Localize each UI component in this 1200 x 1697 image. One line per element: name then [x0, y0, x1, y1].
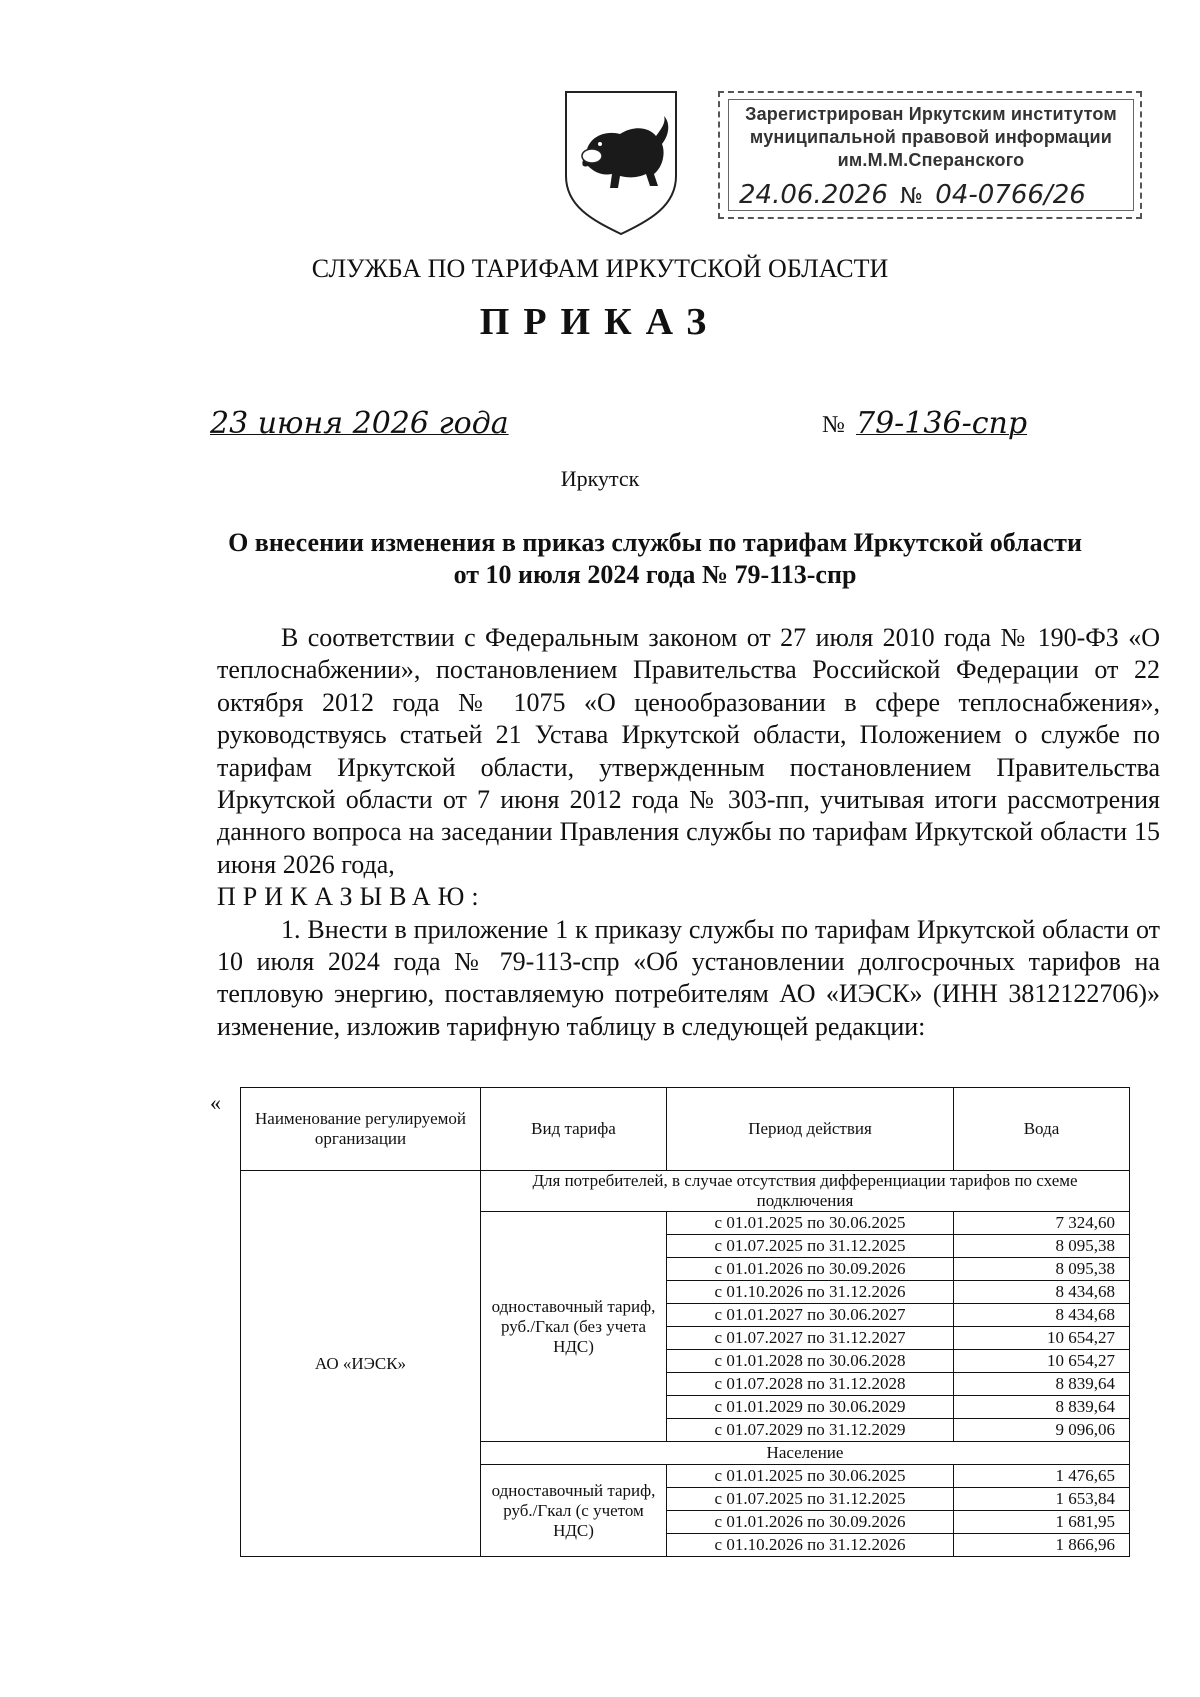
stamp-registration — [739, 180, 1086, 210]
document-date: 23 июня 2026 года — [210, 406, 509, 441]
group-title-cell: Для потребителей, в случае отсутствия дифференциации тарифов по схеме подключения — [481, 1171, 1130, 1212]
title-line-2: от 10 июля 2024 года № 79-113-спр — [453, 560, 857, 589]
tariff-table — [240, 1087, 1130, 1557]
value-cell: 8 434,68 — [954, 1304, 1130, 1327]
period-cell: с 01.01.2029 по 30.06.2029 — [667, 1396, 954, 1419]
header-cell: Вода — [954, 1088, 1130, 1171]
document-title — [150, 527, 1160, 591]
period-cell: с 01.01.2026 по 30.09.2026 — [667, 1258, 954, 1281]
value-cell: 8 839,64 — [954, 1373, 1130, 1396]
header-cell: Наименование регулируемой организации — [241, 1088, 481, 1171]
period-cell: с 01.01.2028 по 30.06.2028 — [667, 1350, 954, 1373]
opening-quote: « — [210, 1090, 221, 1115]
period-cell: с 01.01.2025 по 30.06.2025 — [667, 1212, 954, 1235]
period-cell: с 01.07.2028 по 31.12.2028 — [667, 1373, 954, 1396]
city: Иркутск — [560, 466, 640, 491]
period-cell: с 01.07.2025 по 31.12.2025 — [667, 1235, 954, 1258]
organization-cell: АО «ИЭСК» — [241, 1171, 481, 1557]
value-cell: 1 653,84 — [954, 1488, 1130, 1511]
period-cell: с 01.01.2025 по 30.06.2025 — [667, 1465, 954, 1488]
order-word: ПРИКАЗЫВАЮ: — [217, 882, 486, 912]
preamble-paragraph: В соответствии с Федеральным законом от 27 июля 2010 года № 190-ФЗ «О теплоснабжении», постановлением Правительства Российской Федерации от 22 октября 2012 года № 1075 «О ценообразовании в сфере теплоснабжения», руководствуясь статьей 21 Устава Иркутской области, Положением о службе по тарифам Иркутской области, утвержденным постановлением Правительства Иркутской области от 7 июня 2012 года № 303-пп, учитывая итоги рассмотрения данного вопроса на заседании Правления службы по тарифам Иркутской области 15 июня 2026 года, — [217, 623, 1160, 879]
value-cell: 10 654,27 — [954, 1327, 1130, 1350]
agency-name: СЛУЖБА ПО ТАРИФАМ ИРКУТСКОЙ ОБЛАСТИ — [311, 254, 889, 283]
stamp-no-label: № — [900, 184, 924, 209]
document-number: 79-136-спр — [856, 406, 1028, 441]
document-body — [217, 622, 1160, 1043]
number-label: № — [822, 412, 845, 438]
stamp-reg-number: 04-0766/26 — [935, 180, 1086, 210]
title-line-1: О внесении изменения в приказ службы по тарифам Иркутской области — [228, 528, 1082, 557]
tariff-type-cell: одноставочный тариф, руб./Гкал (с учетом НДС) — [481, 1465, 667, 1557]
item-1-paragraph: 1. Внести в приложение 1 к приказу службы по тарифам Иркутской области от 10 июля 2024 года № 79-113-спр «Об установлении долгосрочных тарифов на тепловую энергию, поставляемую потребителям АО «ИЭСК» (ИНН 3812122706)» изменение, изложив тарифную таблицу в следующей редакции: — [217, 914, 1160, 1041]
period-cell: с 01.10.2026 по 31.12.2026 — [667, 1534, 954, 1557]
header-cell: Период действия — [667, 1088, 954, 1171]
coat-of-arms-emblem — [558, 88, 684, 238]
value-cell: 1 476,65 — [954, 1465, 1130, 1488]
value-cell: 8 095,38 — [954, 1235, 1130, 1258]
stamp-reg-date: 24.06.2026 — [739, 180, 888, 210]
value-cell: 8 839,64 — [954, 1396, 1130, 1419]
value-cell: 1 681,95 — [954, 1511, 1130, 1534]
irkutsk-coat-of-arms-icon — [558, 88, 684, 238]
value-cell: 8 095,38 — [954, 1258, 1130, 1281]
group-title-cell: Население — [481, 1442, 1130, 1465]
stamp-line: муниципальной правовой информации — [749, 127, 1113, 147]
period-cell: с 01.07.2025 по 31.12.2025 — [667, 1488, 954, 1511]
tariff-type-cell: одноставочный тариф, руб./Гкал (без учета НДС) — [481, 1212, 667, 1442]
value-cell: 1 866,96 — [954, 1534, 1130, 1557]
stamp-line: им.М.М.Сперанского — [837, 150, 1025, 170]
header-cell: Вид тарифа — [481, 1088, 667, 1171]
registration-stamp — [718, 91, 1142, 219]
stamp-frame — [728, 99, 1134, 211]
table-header-row — [241, 1088, 1130, 1171]
period-cell: с 01.10.2026 по 31.12.2026 — [667, 1281, 954, 1304]
group-title-row — [241, 1171, 1130, 1212]
value-cell: 10 654,27 — [954, 1350, 1130, 1373]
value-cell: 9 096,06 — [954, 1419, 1130, 1442]
period-cell: с 01.07.2027 по 31.12.2027 — [667, 1327, 954, 1350]
stamp-line: Зарегистрирован Иркутским институтом — [745, 104, 1117, 124]
value-cell: 8 434,68 — [954, 1281, 1130, 1304]
document-type: ПРИКАЗ — [479, 301, 721, 343]
period-cell: с 01.07.2029 по 31.12.2029 — [667, 1419, 954, 1442]
value-cell: 7 324,60 — [954, 1212, 1130, 1235]
period-cell: с 01.01.2026 по 30.09.2026 — [667, 1511, 954, 1534]
period-cell: с 01.01.2027 по 30.06.2027 — [667, 1304, 954, 1327]
